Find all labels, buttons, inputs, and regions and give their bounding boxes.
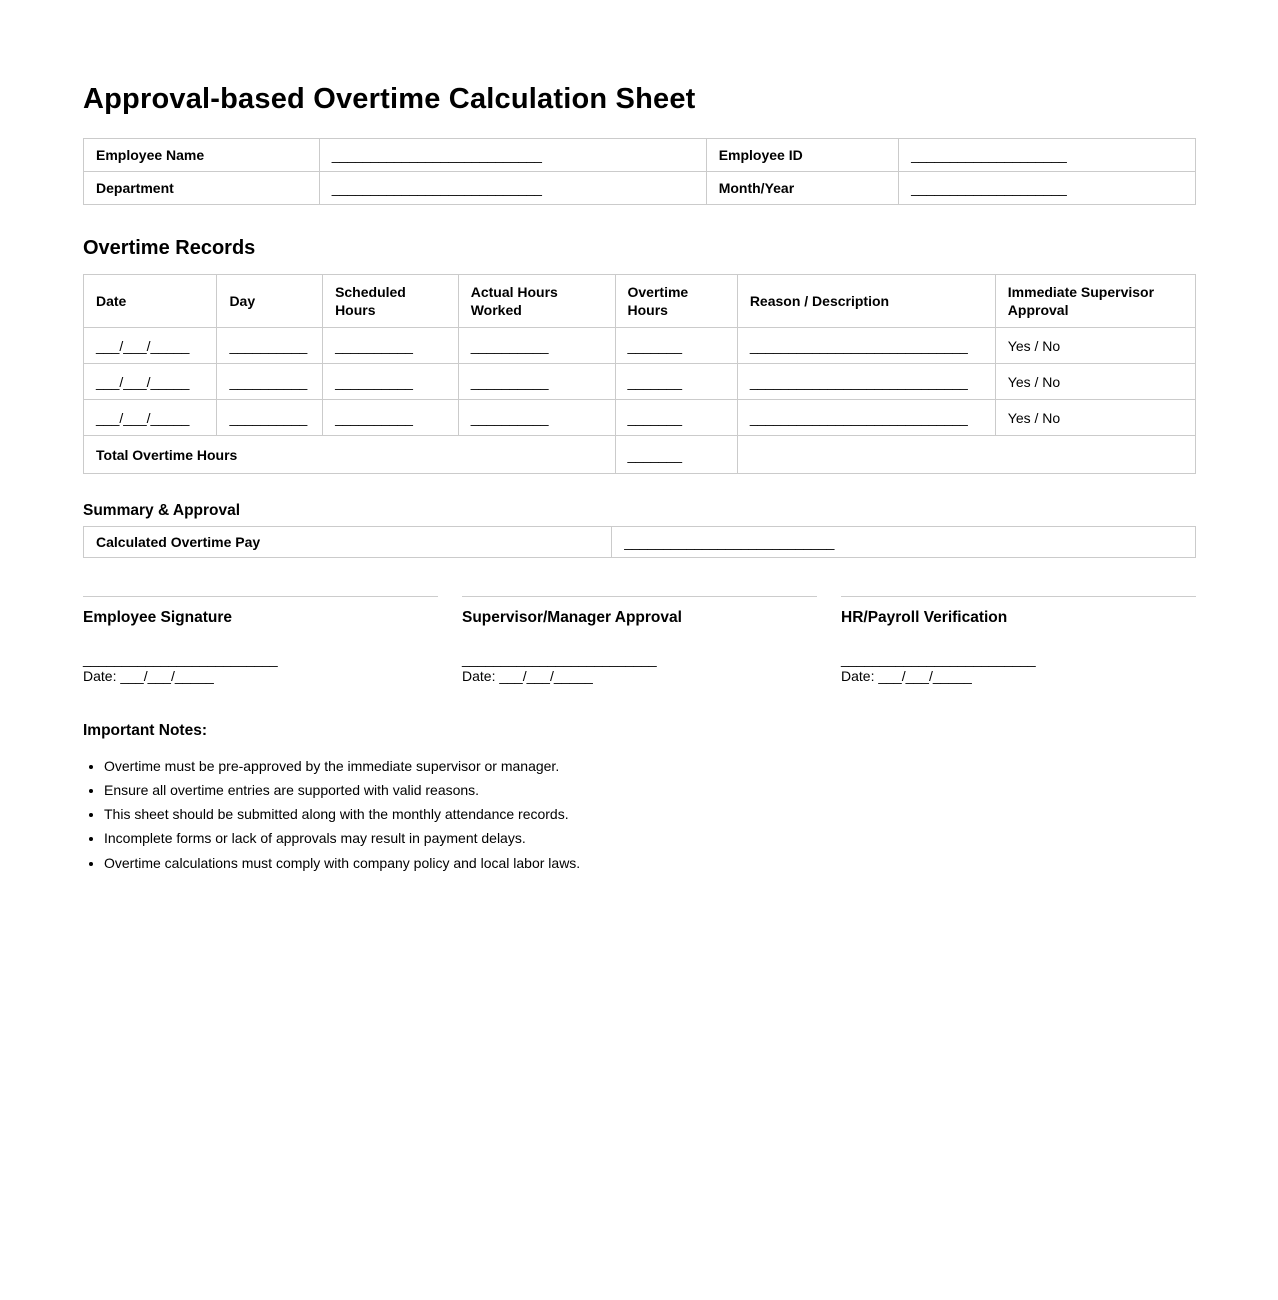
employee-name-blank: ___________________________ <box>319 138 706 171</box>
reason-blank-cell: ____________________________ <box>737 328 995 364</box>
col-header-actual-hours: Actual Hours Worked <box>458 274 615 327</box>
approval-yes-no-cell: Yes / No <box>995 328 1195 364</box>
total-row-empty-cell <box>737 436 1195 474</box>
date-blank-cell: ___/___/_____ <box>84 364 217 400</box>
total-overtime-hours-blank: _______ <box>615 436 737 474</box>
col-header-scheduled-hours: Scheduled Hours <box>323 274 459 327</box>
reason-blank-cell: ____________________________ <box>737 364 995 400</box>
employee-name-label: Employee Name <box>84 138 320 171</box>
signatures-section <box>83 596 1196 685</box>
calculated-overtime-pay-label: Calculated Overtime Pay <box>84 527 612 558</box>
table-row <box>84 138 1196 171</box>
day-blank-cell: __________ <box>217 400 323 436</box>
supervisor-approval-block <box>462 596 817 685</box>
table-row <box>84 527 1196 558</box>
employee-signature-date: Date: ___/___/_____ <box>83 668 214 685</box>
overtime-hours-blank-cell: _______ <box>615 364 737 400</box>
date-blank-cell: ___/___/_____ <box>84 400 217 436</box>
important-notes-heading: Important Notes: <box>83 721 207 739</box>
total-row <box>84 436 1196 474</box>
note-item: • Overtime calculations must comply with company policy and local labor laws. <box>104 851 1196 875</box>
col-header-reason: Reason / Description <box>737 274 995 327</box>
supervisor-signature-line: _________________________ <box>462 651 657 668</box>
important-notes-list <box>83 754 1196 875</box>
actual-hours-blank-cell: __________ <box>458 364 615 400</box>
overtime-hours-blank-cell: _______ <box>615 400 737 436</box>
month-year-blank: ____________________ <box>899 171 1196 204</box>
approval-yes-no-cell: Yes / No <box>995 400 1195 436</box>
employee-info-table <box>83 138 1196 205</box>
summary-table <box>83 526 1196 558</box>
document-page <box>83 0 1196 1300</box>
hr-payroll-verification-block <box>841 596 1196 685</box>
approval-yes-no-cell: Yes / No <box>995 364 1195 400</box>
overtime-hours-blank-cell: _______ <box>615 328 737 364</box>
note-item: • Ensure all overtime entries are supported with valid reasons. <box>104 778 1196 802</box>
overtime-records-table <box>83 274 1196 474</box>
note-item: • Overtime must be pre-approved by the immediate supervisor or manager. <box>104 754 1196 778</box>
scheduled-hours-blank-cell: __________ <box>323 364 459 400</box>
employee-signature-block <box>83 596 438 685</box>
calculated-overtime-pay-blank: ___________________________ <box>612 527 1196 558</box>
employee-id-blank: ____________________ <box>899 138 1196 171</box>
scheduled-hours-blank-cell: __________ <box>323 328 459 364</box>
date-blank-cell: ___/___/_____ <box>84 328 217 364</box>
actual-hours-blank-cell: __________ <box>458 400 615 436</box>
hr-payroll-signature-line: _________________________ <box>841 651 1036 668</box>
table-row <box>84 171 1196 204</box>
scheduled-hours-blank-cell: __________ <box>323 400 459 436</box>
actual-hours-blank-cell: __________ <box>458 328 615 364</box>
note-item: • This sheet should be submitted along with the monthly attendance records. <box>104 802 1196 826</box>
department-blank: ___________________________ <box>319 171 706 204</box>
overtime-records-heading: Overtime Records <box>83 236 256 259</box>
table-row <box>84 400 1196 436</box>
hr-payroll-verification-title: HR/Payroll Verification <box>841 609 1008 627</box>
col-header-supervisor-approval: Immediate Supervisor Approval <box>995 274 1195 327</box>
page-title: Approval-based Overtime Calculation Sheet <box>83 83 696 115</box>
col-header-day: Day <box>217 274 323 327</box>
employee-signature-title: Employee Signature <box>83 609 233 627</box>
employee-id-label: Employee ID <box>706 138 898 171</box>
col-header-overtime-hours: Overtime Hours <box>615 274 737 327</box>
employee-signature-line: _________________________ <box>83 651 278 668</box>
col-header-date: Date <box>84 274 217 327</box>
day-blank-cell: __________ <box>217 364 323 400</box>
supervisor-approval-title: Supervisor/Manager Approval <box>462 609 682 627</box>
month-year-label: Month/Year <box>706 171 898 204</box>
table-row <box>84 328 1196 364</box>
summary-approval-heading: Summary & Approval <box>83 502 241 520</box>
supervisor-signature-date: Date: ___/___/_____ <box>462 668 593 685</box>
department-label: Department <box>84 171 320 204</box>
reason-blank-cell: ____________________________ <box>737 400 995 436</box>
day-blank-cell: __________ <box>217 328 323 364</box>
hr-payroll-signature-date: Date: ___/___/_____ <box>841 668 972 685</box>
note-item: • Incomplete forms or lack of approvals may result in payment delays. <box>104 826 1196 850</box>
total-overtime-hours-label: Total Overtime Hours <box>84 436 616 474</box>
table-header-row <box>84 274 1196 327</box>
table-row <box>84 364 1196 400</box>
